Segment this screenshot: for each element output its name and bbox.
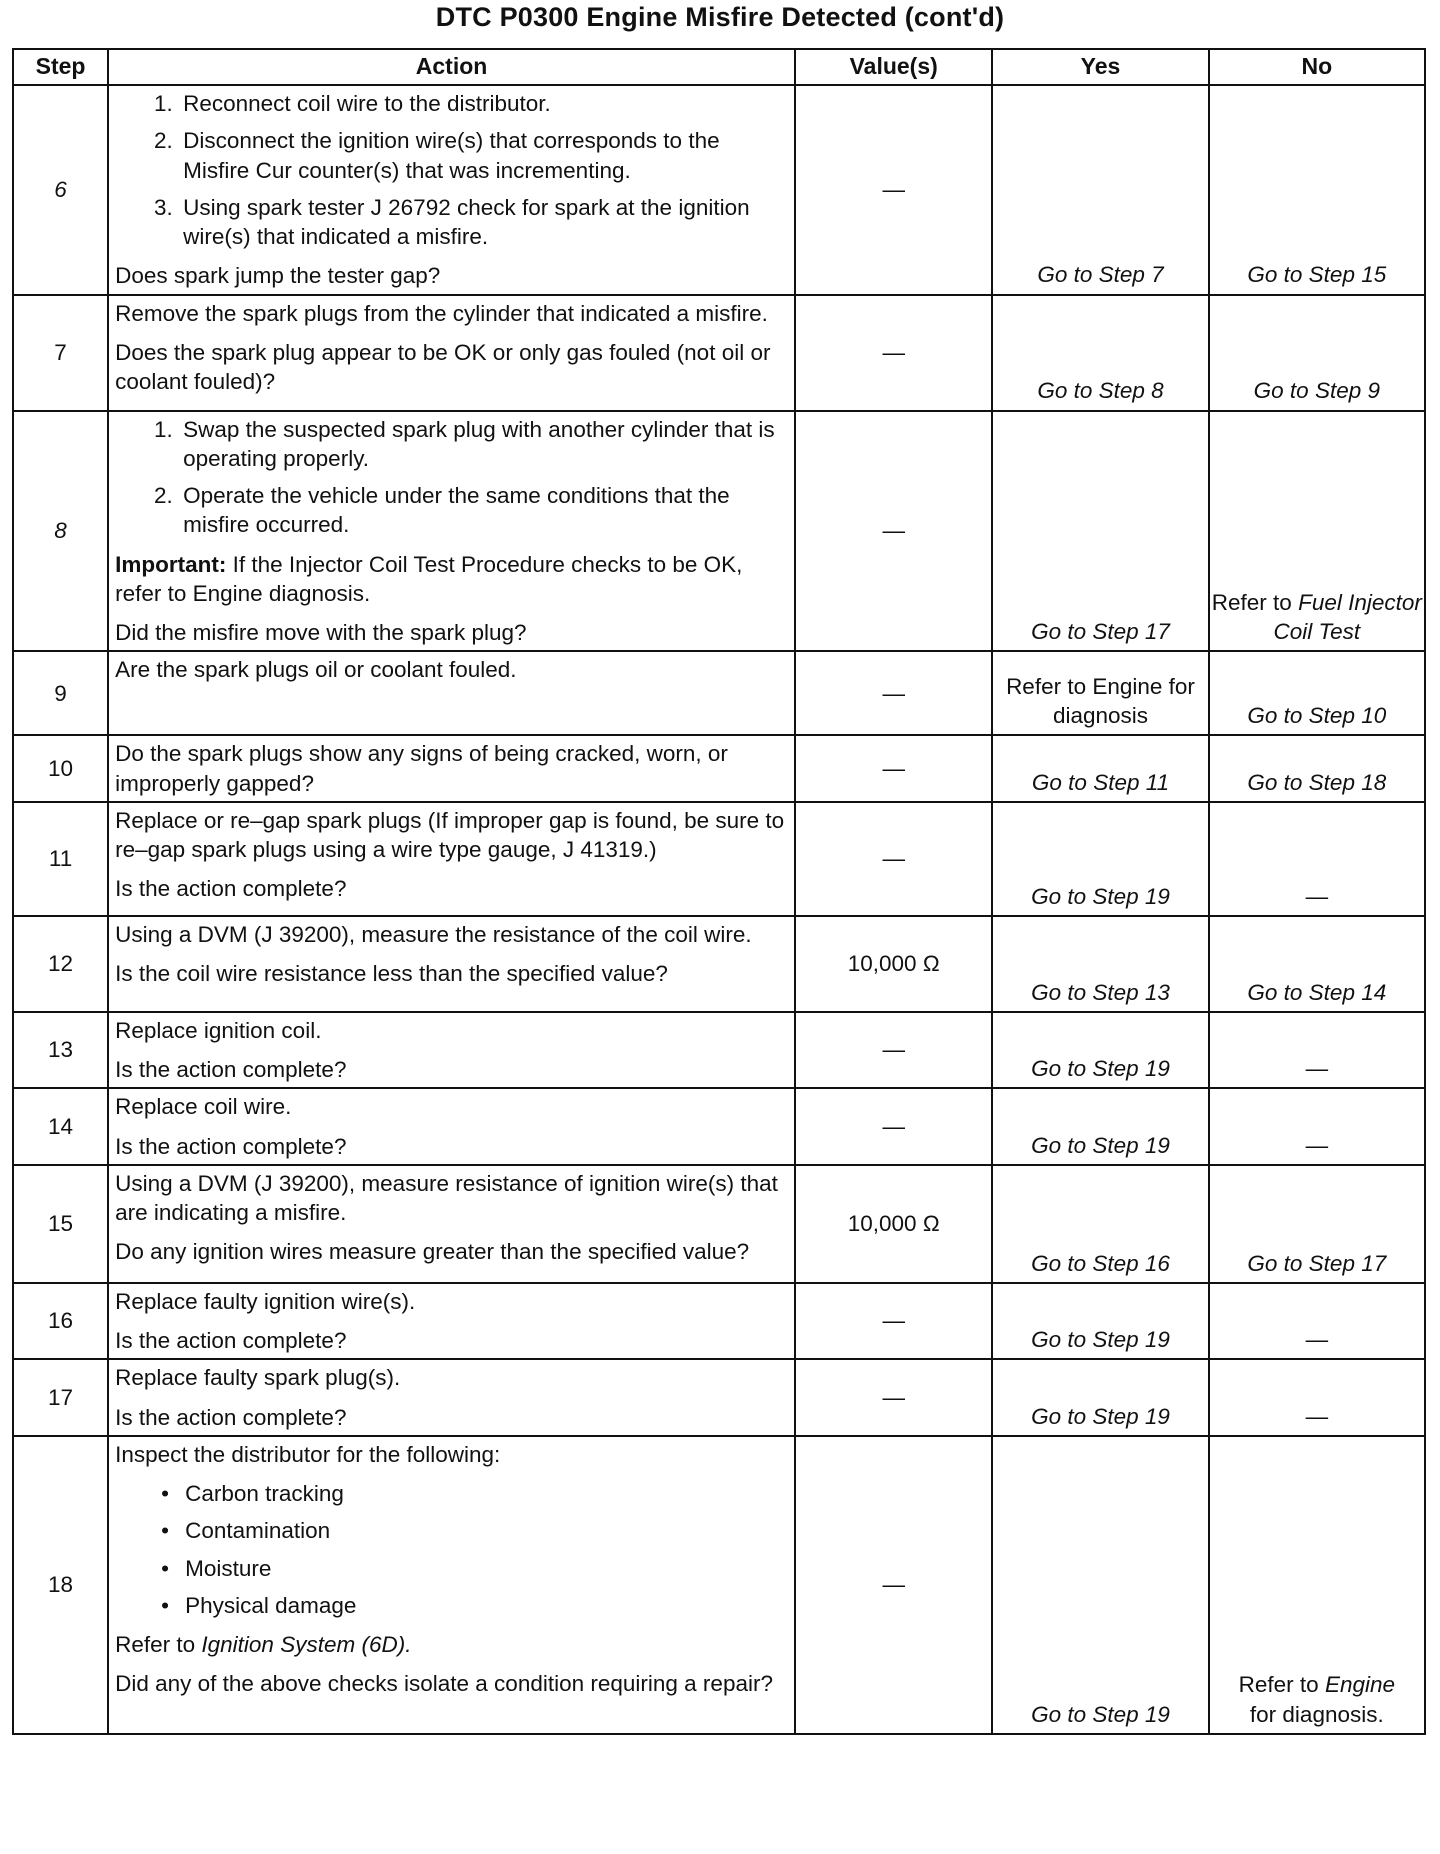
table-row (13, 1165, 1425, 1283)
action-text: Replace faulty spark plug(s). (115, 1365, 401, 1391)
no-prefix: Refer to (1211, 589, 1292, 615)
no-cell (1209, 411, 1425, 652)
value-cell: — (795, 802, 992, 916)
list-item: 2. Operate the vehicle under the same conditions that the misfire occurred. (179, 481, 790, 540)
table-row (13, 1012, 1425, 1089)
no-cell: — (1209, 1283, 1425, 1360)
action-question: Are the spark plugs oil or coolant fouled. (115, 657, 517, 683)
table-row (13, 735, 1425, 802)
action-text: Replace or re–gap spark plugs (If improper gap is found, be sure to re–gap spark plugs using a wire type gauge, J 41319.) (115, 807, 785, 862)
step-number: 11 (13, 802, 108, 916)
action-cell (108, 1165, 795, 1283)
action-list (115, 89, 790, 251)
no-reference: Fuel Injector Coil Test (1273, 589, 1422, 644)
action-question: Does spark jump the tester gap? (115, 263, 441, 289)
no-cell: — (1209, 1088, 1425, 1165)
step-number: 12 (13, 916, 108, 1012)
no-cell: Go to Step 14 (1209, 916, 1425, 1012)
header-step: Step (13, 49, 108, 85)
value-cell: — (795, 1359, 992, 1436)
action-cell (108, 1012, 795, 1089)
header-row (13, 49, 1425, 85)
action-question: Does the spark plug appear to be OK or only gas fouled (not oil or coolant fouled)? (115, 339, 771, 394)
action-question: Do the spark plugs show any signs of being cracked, worn, or improperly gapped? (115, 741, 728, 796)
no-cell: Go to Step 17 (1209, 1165, 1425, 1283)
no-reference: Engine (1324, 1672, 1396, 1698)
step-number: 14 (13, 1088, 108, 1165)
action-text: Remove the spark plugs from the cylinder that indicated a misfire. (115, 300, 768, 326)
action-text: Replace ignition coil. (115, 1017, 322, 1043)
diagnostic-table (12, 48, 1426, 1735)
step-number: 15 (13, 1165, 108, 1283)
list-item: 1. Swap the suspected spark plug with another cylinder that is operating properly. (179, 415, 790, 474)
table-row (13, 1088, 1425, 1165)
page-title: DTC P0300 Engine Misfire Detected (cont'd) (435, 2, 1005, 32)
action-text: Replace coil wire. (115, 1094, 292, 1120)
action-cell (108, 916, 795, 1012)
step-number: 18 (13, 1436, 108, 1734)
list-item: 2. Disconnect the ignition wire(s) that corresponds to the Misfire Cur counter(s) that was incrementing. (179, 126, 790, 185)
yes-cell: Go to Step 19 (992, 1088, 1208, 1165)
yes-cell: Go to Step 19 (992, 1436, 1208, 1734)
action-cell (108, 1359, 795, 1436)
value-cell: — (795, 411, 992, 652)
table-row (13, 1359, 1425, 1436)
list-item: • Physical damage (185, 1591, 790, 1620)
header-yes: Yes (992, 49, 1208, 85)
action-question: Do any ignition wires measure greater than the specified value? (115, 1239, 750, 1265)
action-list (115, 415, 790, 540)
list-item: • Carbon tracking (185, 1479, 790, 1508)
yes-cell: Go to Step 19 (992, 1012, 1208, 1089)
list-item: 1. Reconnect coil wire to the distributor. (179, 89, 790, 118)
header-values: Value(s) (795, 49, 992, 85)
table-row (13, 295, 1425, 411)
value-cell: — (795, 1088, 992, 1165)
action-question: Is the action complete? (115, 1328, 347, 1353)
value-cell: 10,000 Ω (795, 1165, 992, 1283)
action-text: Using a DVM (J 39200), measure the resistance of the coil wire. (115, 921, 752, 947)
action-cell (108, 1283, 795, 1360)
header-action: Action (108, 49, 795, 85)
yes-cell: Go to Step 17 (992, 411, 1208, 652)
table-row (13, 411, 1425, 652)
no-prefix: Refer to (1238, 1672, 1319, 1698)
step-number: 7 (13, 295, 108, 411)
yes-cell: Go to Step 19 (992, 1359, 1208, 1436)
value-cell: — (795, 1012, 992, 1089)
yes-cell: Go to Step 13 (992, 916, 1208, 1012)
refer-reference: Ignition System (6D). (201, 1632, 412, 1657)
important-note (115, 550, 790, 609)
action-question: Is the action complete? (115, 1057, 347, 1082)
list-item: 3. Using spark tester J 26792 check for spark at the ignition wire(s) that indicated a misfire. (179, 193, 790, 252)
action-question: Is the action complete? (115, 876, 347, 902)
no-cell: — (1209, 1359, 1425, 1436)
yes-cell: Refer to Engine for diagnosis (992, 651, 1208, 735)
action-cell (108, 85, 795, 295)
yes-cell: Go to Step 19 (992, 1283, 1208, 1360)
action-question: Is the action complete? (115, 1404, 347, 1430)
no-cell (1209, 1436, 1425, 1734)
action-question: Did any of the above checks isolate a condition requiring a repair? (115, 1671, 773, 1697)
refer-prefix: Refer to (115, 1632, 196, 1657)
yes-cell: Go to Step 19 (992, 802, 1208, 916)
yes-cell: Go to Step 8 (992, 295, 1208, 411)
list-item: • Contamination (185, 1516, 790, 1545)
action-question: Did the misfire move with the spark plug? (115, 620, 527, 645)
value-cell: — (795, 85, 992, 295)
action-text: Using a DVM (J 39200), measure resistance of ignition wire(s) that are indicating a misfire. (115, 1170, 778, 1225)
header-no: No (1209, 49, 1425, 85)
list-item: • Moisture (185, 1554, 790, 1583)
no-cell: Go to Step 9 (1209, 295, 1425, 411)
yes-cell: Go to Step 11 (992, 735, 1208, 802)
no-suffix: for diagnosis. (1249, 1701, 1384, 1727)
important-label: Important: (115, 551, 227, 577)
important-text: If the Injector Coil Test Procedure checks to be OK, refer to Engine diagnosis. (115, 551, 743, 606)
table-row (13, 1283, 1425, 1360)
step-number: 17 (13, 1359, 108, 1436)
step-number: 6 (13, 85, 108, 295)
action-cell (108, 1088, 795, 1165)
table-row (13, 85, 1425, 295)
action-cell (108, 411, 795, 652)
action-cell (108, 295, 795, 411)
inspection-list (115, 1479, 790, 1620)
no-cell: Go to Step 18 (1209, 735, 1425, 802)
action-question: Is the coil wire resistance less than the specified value? (115, 961, 668, 986)
table-row (13, 916, 1425, 1012)
table-row (13, 802, 1425, 916)
no-cell: Go to Step 15 (1209, 85, 1425, 295)
value-cell: — (795, 735, 992, 802)
table-row (13, 651, 1425, 735)
action-text: Inspect the distributor for the following: (115, 1441, 501, 1467)
value-cell: — (795, 1436, 992, 1734)
value-cell: — (795, 1283, 992, 1360)
action-cell (108, 651, 795, 735)
action-cell (108, 735, 795, 802)
step-number: 10 (13, 735, 108, 802)
action-cell (108, 802, 795, 916)
action-cell (108, 1436, 795, 1734)
step-number: 8 (13, 411, 108, 652)
no-cell: — (1209, 1012, 1425, 1089)
yes-cell: Go to Step 16 (992, 1165, 1208, 1283)
no-cell: Go to Step 10 (1209, 651, 1425, 735)
action-text: Replace faulty ignition wire(s). (115, 1288, 416, 1314)
refer-note (115, 1630, 790, 1659)
step-number: 16 (13, 1283, 108, 1360)
value-cell: 10,000 Ω (795, 916, 992, 1012)
table-row (13, 1436, 1425, 1734)
value-cell: — (795, 295, 992, 411)
yes-cell: Go to Step 7 (992, 85, 1208, 295)
action-question: Is the action complete? (115, 1133, 347, 1159)
step-number: 9 (13, 651, 108, 735)
value-cell: — (795, 651, 992, 735)
step-number: 13 (13, 1012, 108, 1089)
no-cell: — (1209, 802, 1425, 916)
